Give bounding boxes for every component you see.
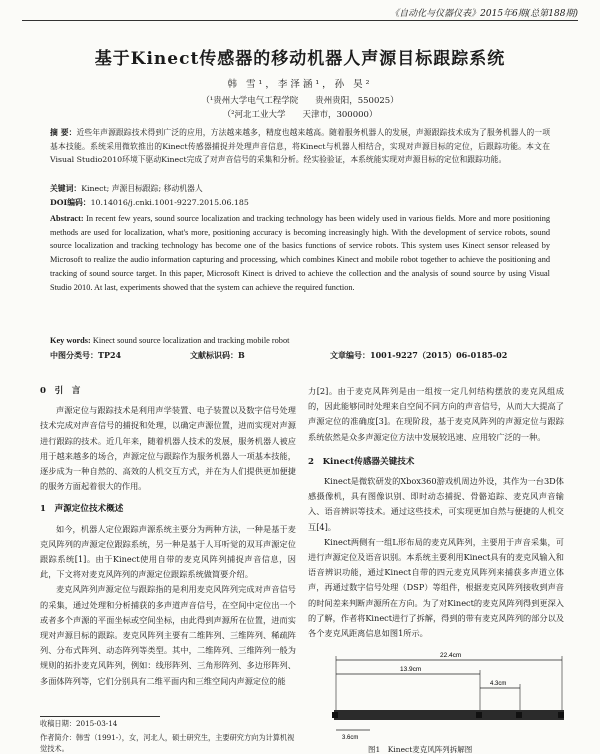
section-1-paragraph-2: 麦克风阵列声源定位与跟踪指的是利用麦克风阵列完成对声音信号的采集，通过处理和分析捕获的多声道声音信号，在空间中定位出一个或者多个声源的平面坐标或空间坐标，由此得到声源所在位置，进而实现对声源目标的跟踪。麦克风阵列主要有二维阵列、三维阵列、稀疏阵列、分布式阵列、动态阵列等类型。其中，二维阵列、三维阵列一般为规则的拓扑麦克风阵列，例如：线形阵列、三角形阵列、多边形阵列、多面体阵列等，它们分别具有二维平面内和三维空间内声源定位的能 bbox=[40, 584, 296, 686]
abstract-zh bbox=[50, 126, 550, 167]
header-rule bbox=[22, 20, 578, 21]
mic-3 bbox=[516, 712, 522, 718]
kinect-board bbox=[334, 710, 564, 720]
journal-header: 《自动化与仪器仪表》2015年6期(总第188期) bbox=[390, 9, 578, 19]
abstract-en-label: Abstract: bbox=[50, 214, 84, 223]
keywords-en bbox=[50, 334, 550, 348]
kinect-mic-array-figure bbox=[330, 648, 570, 743]
keywords-zh bbox=[50, 182, 550, 196]
doi-label: DOI编码： bbox=[50, 198, 91, 207]
dim-label-mid: 13.9cm bbox=[400, 666, 422, 673]
section-0-paragraph: 声源定位与跟踪技术是利用声学装置、电子装置以及数字信号处理技术完成对声音信号的捕捉和处理，以确定声源位置，进而实现对声源进行跟踪的技术。近几年来，随着机器人技术的发展，服务机器人被应用于越来越多的场合，声源定位与跟踪作为服务机器人一项基本技能，逐步成为一种自然的、高效的人机交互方式，并在为人们提供更加便捷的服务方面起着很大的作用。 bbox=[40, 405, 296, 492]
body-column-right bbox=[308, 384, 564, 641]
mic-1 bbox=[332, 712, 338, 718]
doc-code: 文献标识码：B bbox=[190, 350, 245, 360]
abstract-en bbox=[50, 212, 550, 294]
abstract-zh-text: 近些年声源跟踪技术得到广泛的应用，方法越来越多，精度也越来越高。随着服务机器人的发展，声源跟踪技术成为了服务机器人的一项基本技能。系统采用微软推出的Kinect传感器捕捉并处理声音信息，将Kinect与机器人相结合，实现对声源目标的定位，后跟踪功能。本文在Visual Studio2010环境下驱动Kinect完成了对声音信号的采集和分析。经实验验证，本系统能实现对声源目标的定位和跟踪功能。 bbox=[50, 128, 550, 165]
footnote-rule bbox=[40, 716, 160, 717]
keywords-zh-text: Kinect; 声源目标跟踪; 移动机器人 bbox=[81, 184, 203, 193]
affiliation-2: （²河北工业大学 天津市，300000） bbox=[222, 110, 378, 120]
section-2-paragraph-2: Kinect两侧有一组L形布局的麦克风阵列，主要用于声音采集，可进行声源定位及语音识别。本系统主要利用Kinect具有的麦克风输入和语音辨识功能，通过Kinect自带的四元麦克风阵列来捕获多声道立体声，再通过数字信号处理（DSP）等组件，根据麦克风阵列接收到声音的时间差来判断声源所在方向。为了对Kinect的麦克风阵列得到更深入的了解，作者将Kinect进行了拆解，得到的带有麦克风阵列的部分以及各个麦克风距离信息如图1所示。 bbox=[308, 536, 564, 639]
body-column-left bbox=[40, 382, 296, 689]
abstract-en-text: In recent few years, sound source localization and tracking technology has been widely used in various fields. More and more positioning methods are used for localization, what's more, positioning accuracy is becoming increasingly high. With the development of service robots, sound source localization and tracking technology has become one of the basics functions of service robots. This system uses Kinect sensor released by Microsoft to realize the audio information capturing and processing, which combines Kinect and mobile robot together to achieve the positioning and tracking of sound source target. In this paper, Microsoft Kinect is drived to achieve the collection and the analysis of sound source by using Visual Studio 2010. At last, experiments showed that the system can achieve the required function. bbox=[50, 214, 550, 292]
paper-title: 基于Kinect传感器的移动机器人声源目标跟踪系统 bbox=[94, 49, 506, 69]
keywords-en-label: Key words: bbox=[50, 336, 91, 345]
dim-label-top: 22.4cm bbox=[440, 652, 462, 659]
dim-label-small1: 4.3cm bbox=[490, 681, 507, 687]
section-1-heading: 1 声源定位技术概述 bbox=[40, 504, 124, 515]
section-0-heading: 0 引 言 bbox=[40, 386, 81, 396]
figure-caption: 图1 Kinect麦克风阵列拆解图 bbox=[368, 745, 473, 754]
doi-value: 10.14016/j.cnki.1001-9227.2015.06.185 bbox=[90, 198, 249, 207]
section-2-heading: 2 Kinect传感器关键技术 bbox=[308, 456, 415, 467]
footnote-author-bio: 作者简介：韩雪（1991-），女，河北人，硕士研究生，主要研究方向为计算机视觉技术。 bbox=[40, 733, 295, 753]
doi-line bbox=[50, 196, 550, 210]
section-1-paragraph-1: 如今，机器人定位跟踪声源系统主要分为两种方法，一种是基于麦克风阵列的声源定位跟踪系统，另一种是基于人耳听觉的双耳声源定位跟踪系统[1]。由于Kinect使用自带的麦克风阵列捕捉声音信息，因此，下文将对麦克风阵列的声源定位跟踪系统做简要介绍。 bbox=[40, 523, 296, 580]
mic-4 bbox=[558, 712, 564, 718]
section-2-paragraph-1: Kinect是微软研发的Xbox360游戏机周边外设，其作为一台3D体感摄像机，具有图像识别、即时动态捕捉、骨骼追踪、麦克风声音输入、语音辨识等技术。通过这些技术，可实现更加自然与便捷的人机交互[4]。 bbox=[308, 476, 564, 532]
article-number: 文章编号：1001-9227（2015）06-0185-02 bbox=[330, 350, 508, 360]
keywords-en-text: Kinect sound source localization and tracking mobile robot bbox=[92, 336, 290, 345]
mic-2 bbox=[476, 712, 482, 718]
clc-number: 中图分类号：TP24 bbox=[50, 350, 122, 360]
abstract-zh-label: 摘 要： bbox=[50, 128, 77, 137]
continued-paragraph: 力[2]。由于麦克风阵列是由一组按一定几何结构摆放的麦克风组成的，因此能够同时处理来自空间不同方向的声音信号，从而大大提高了声源定位的准确度[3]。在现阶段，基于麦克风阵列的声源定位与跟踪系统依然是众多声源定位方法中发展较迅速、应用较广泛的一种。 bbox=[308, 386, 564, 442]
dim-label-small2: 3.6cm bbox=[342, 735, 359, 741]
keywords-zh-label: 关键词： bbox=[50, 184, 82, 193]
affiliation-1: （¹贵州大学电气工程学院 贵州贵阳，550025） bbox=[201, 96, 399, 106]
kinect-mic-array-diagram bbox=[330, 648, 570, 743]
paper-authors: 韩 雪¹，李泽涵¹，孙 昊² bbox=[227, 79, 373, 90]
footnote-received: 收稿日期：2015-03-14 bbox=[40, 719, 118, 728]
